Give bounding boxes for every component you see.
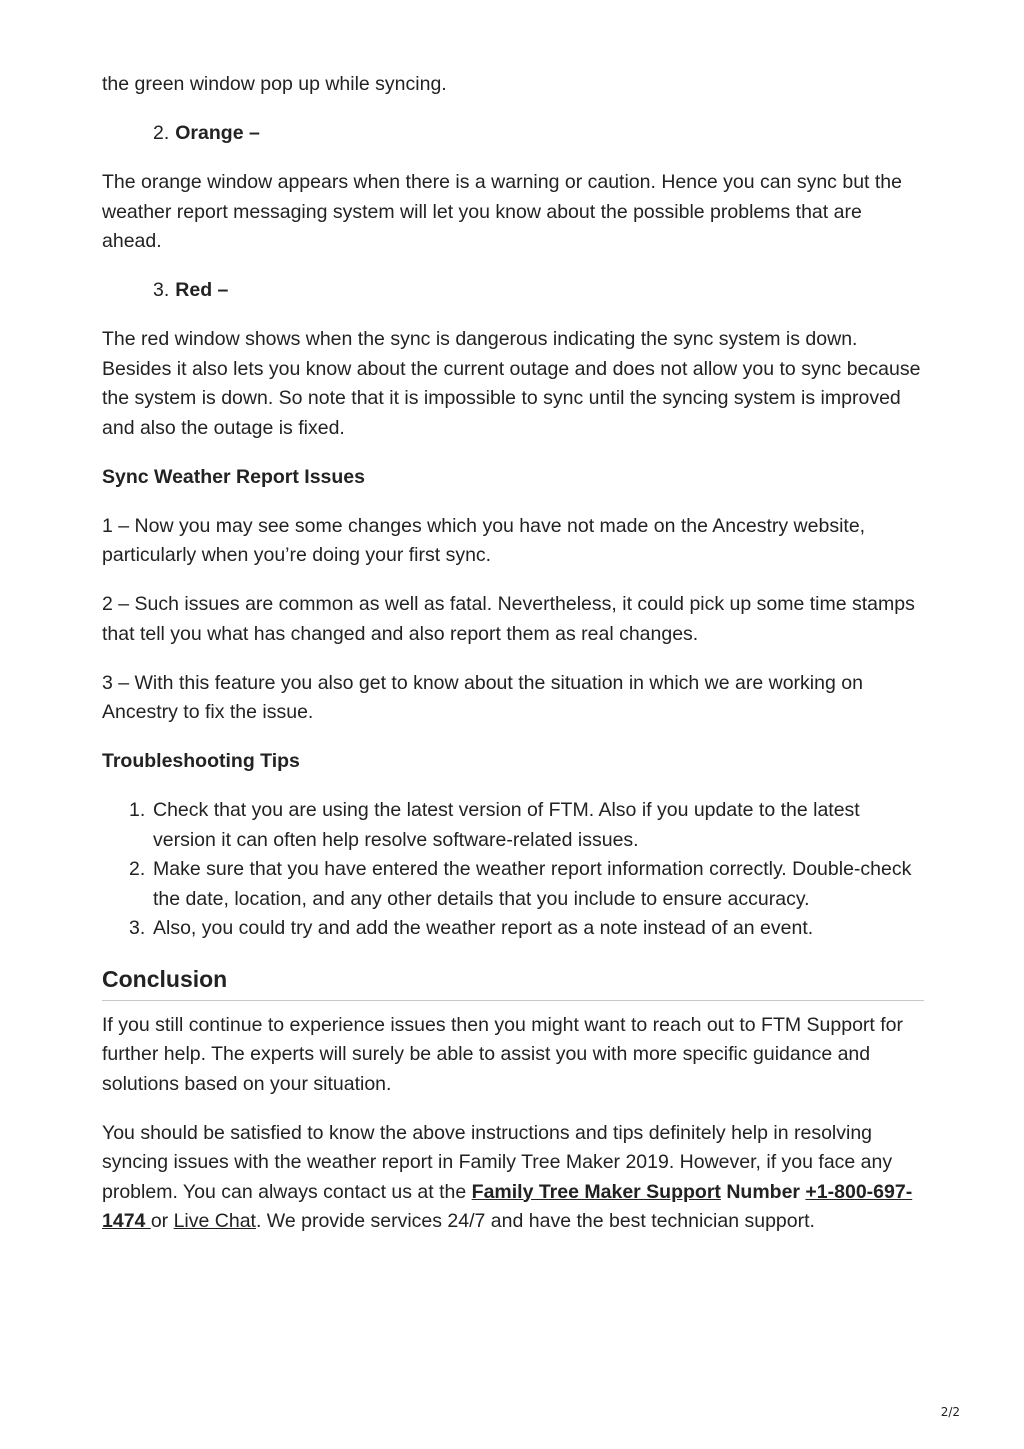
conclusion-text-end: . We provide services 24/7 and have the best technician support. bbox=[255, 1210, 815, 1232]
tip-item bbox=[129, 855, 924, 914]
intro-line: the green window pop up while syncing. bbox=[102, 73, 447, 95]
sync-issue-3: 3 – With this feature you also get to know about the situation in which we are working on Ancestry to fix the issue. bbox=[102, 671, 863, 723]
tip-text: Make sure that you have entered the weather report information correctly. Double-check the date, location, and any other details that you include to ensure accuracy. bbox=[153, 858, 912, 910]
red-number: 3. bbox=[153, 279, 170, 301]
phone-link-label: +1-800-697-1474 bbox=[102, 1180, 913, 1232]
support-link[interactable] bbox=[472, 1181, 721, 1203]
support-link-label: Family Tree Maker Support bbox=[471, 1180, 721, 1203]
red-title: Red – bbox=[175, 279, 229, 301]
live-chat-link[interactable]: Live Chat bbox=[173, 1210, 256, 1232]
orange-heading bbox=[102, 119, 924, 149]
orange-title: Orange – bbox=[175, 122, 260, 144]
number-label: Number bbox=[720, 1180, 806, 1203]
red-paragraph: The red window shows when the sync is dangerous indicating the sync system is down. Besides it also lets you know about the current outage and does not allow you to sync because the system is down. So note that it is impossible to sync until the syncing system is improved and also the outage is fixed. bbox=[102, 328, 921, 439]
tip-number: 3. bbox=[129, 917, 146, 939]
conclusion-text-start: You should be satisfied to know the above instructions and tips definitely help in resolving syncing issues with the weather report in Family Tree Maker 2019. However, if you face any problem. You can always contact us at the bbox=[102, 1121, 893, 1203]
sync-issue-1: 1 – Now you may see some changes which you have not made on the Ancestry website, particularly when you’re doing your first sync. bbox=[102, 514, 866, 566]
troubleshooting-heading: Troubleshooting Tips bbox=[102, 750, 300, 772]
conclusion-paragraph-1: If you still continue to experience issues then you might want to reach out to FTM Support for further help. The experts will surely be able to assist you with more specific guidance and solutions based on your situation. bbox=[102, 1013, 903, 1095]
orange-number: 2. bbox=[153, 122, 170, 144]
page-number: 2/2 bbox=[940, 1405, 960, 1419]
document-body bbox=[102, 70, 924, 1256]
tip-text: Check that you are using the latest version of FTM. Also if you update to the latest version it can often help resolve software-related issues. bbox=[153, 799, 860, 851]
tip-number: 2. bbox=[129, 858, 146, 880]
tip-item bbox=[129, 796, 924, 855]
troubleshooting-list bbox=[102, 796, 924, 944]
tip-text: Also, you could try and add the weather report as a note instead of an event. bbox=[153, 917, 814, 939]
tip-item bbox=[129, 914, 924, 944]
sync-issue-2: 2 – Such issues are common as well as fatal. Nevertheless, it could pick up some time stamps that tell you what has changed and also report them as real changes. bbox=[102, 593, 915, 645]
orange-paragraph: The orange window appears when there is a warning or caution. Hence you can sync but the weather report messaging system will let you know about the possible problems that are ahead. bbox=[102, 171, 902, 252]
or-text: or bbox=[150, 1210, 174, 1232]
conclusion-heading: Conclusion bbox=[102, 964, 924, 1001]
sync-issues-heading: Sync Weather Report Issues bbox=[102, 465, 365, 488]
red-heading bbox=[102, 276, 924, 306]
conclusion-paragraph-2 bbox=[102, 1119, 924, 1237]
tip-number: 1. bbox=[129, 799, 146, 821]
